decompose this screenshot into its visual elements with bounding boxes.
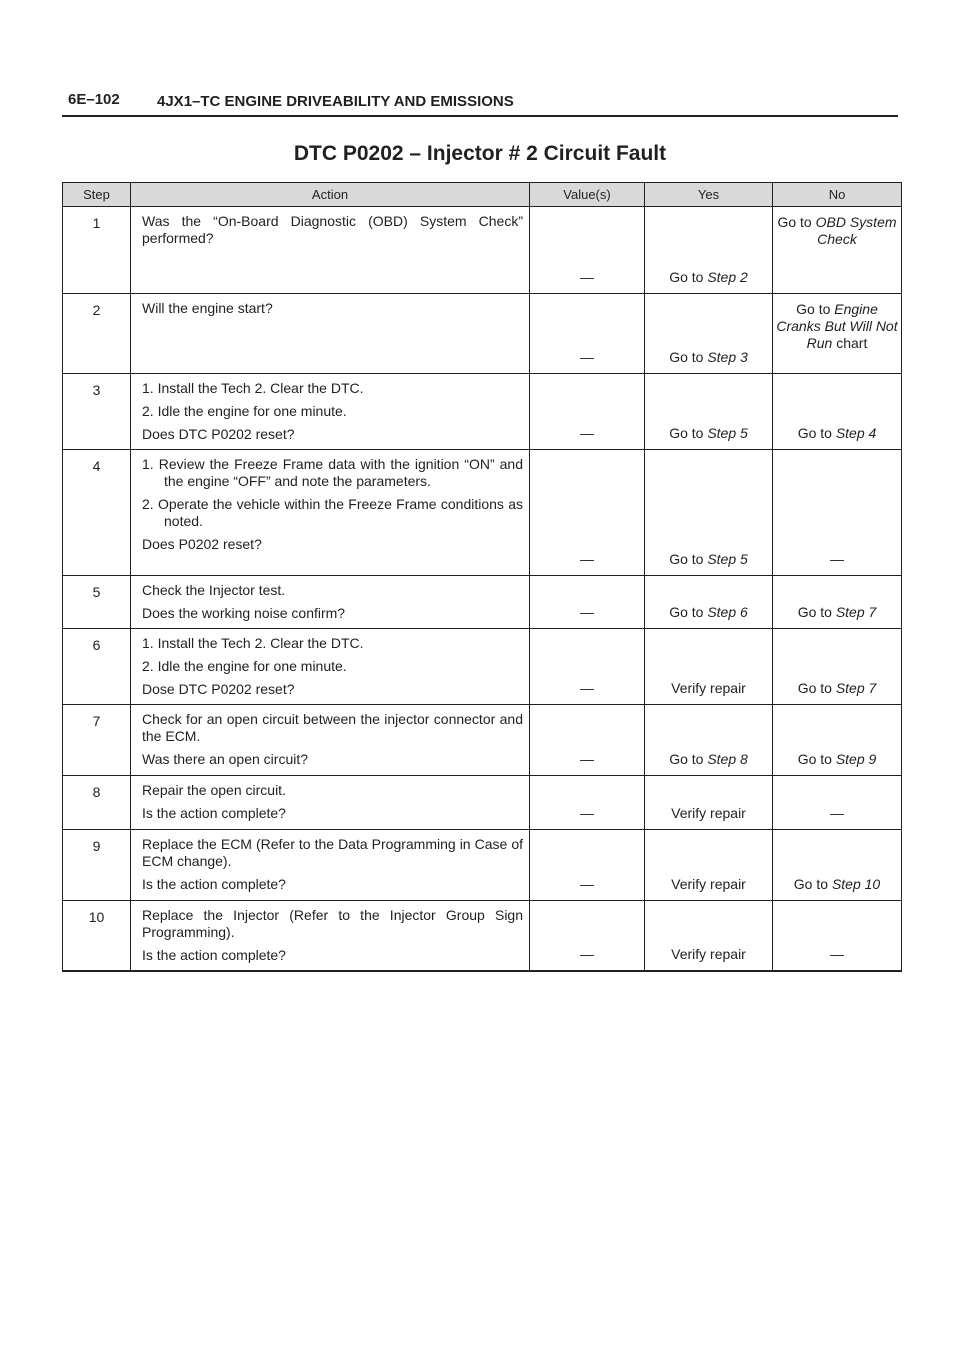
- action-text: 2. Idle the engine for one minute.: [142, 658, 347, 674]
- value-cell: —: [530, 705, 645, 776]
- yes-prefix: Go to: [669, 349, 704, 365]
- action-question: Does DTC P0202 reset?: [142, 426, 295, 442]
- action-question: Is the action complete?: [142, 876, 286, 892]
- action-cell: [131, 705, 530, 776]
- no-prefix: Go to: [796, 301, 831, 317]
- step-number: 5: [63, 576, 131, 629]
- yes-link[interactable]: Step 5: [707, 551, 748, 567]
- no-cell: [773, 629, 902, 705]
- yes-cell: [645, 576, 773, 629]
- yes-prefix: Go to: [669, 751, 704, 767]
- no-link[interactable]: Step 10: [831, 876, 881, 892]
- yes-prefix: Go to: [669, 269, 704, 285]
- yes-link[interactable]: Step 3: [707, 349, 748, 365]
- action-cell: [131, 629, 530, 705]
- no-link[interactable]: Step 7: [835, 604, 877, 620]
- no-cell: [773, 207, 902, 294]
- yes-link[interactable]: Step 2: [707, 269, 748, 285]
- table-row: [63, 207, 902, 294]
- step-number: 1: [63, 207, 131, 294]
- diagnostic-table: [62, 182, 902, 972]
- no-link[interactable]: OBD System Check: [815, 214, 897, 247]
- value-cell: —: [530, 830, 645, 901]
- no-link[interactable]: Step 9: [835, 751, 877, 767]
- no-cell: —: [773, 901, 902, 972]
- action-cell: [131, 374, 530, 450]
- action-text: 1. Install the Tech 2. Clear the DTC.: [142, 380, 364, 396]
- no-cell: —: [773, 450, 902, 576]
- yes-prefix: Go to: [669, 604, 704, 620]
- action-cell: [131, 776, 530, 830]
- action-cell: [131, 450, 530, 576]
- step-number: 7: [63, 705, 131, 776]
- action-question: Does P0202 reset?: [142, 536, 262, 552]
- action-text: 1. Install the Tech 2. Clear the DTC.: [142, 635, 364, 651]
- column-header-yes: Yes: [645, 183, 773, 207]
- action-cell: [131, 901, 530, 972]
- value-cell: —: [530, 901, 645, 972]
- table-row: [63, 576, 902, 629]
- value-cell: —: [530, 776, 645, 830]
- yes-cell: [645, 294, 773, 374]
- document-title: DTC P0202 – Injector # 2 Circuit Fault: [293, 142, 667, 165]
- column-header-action: Action: [131, 183, 530, 207]
- action-text: Was the “On-Board Diagnostic (OBD) System Check” performed?: [142, 213, 523, 246]
- no-link[interactable]: Step 7: [835, 680, 877, 696]
- yes-prefix: Go to: [669, 425, 704, 441]
- step-number: 10: [63, 901, 131, 972]
- table-row: [63, 705, 902, 776]
- value-cell: —: [530, 629, 645, 705]
- action-text: Replace the ECM (Refer to the Data Programming in Case of ECM change).: [142, 836, 523, 869]
- action-text: 2. Idle the engine for one minute.: [142, 403, 347, 419]
- no-prefix: Go to: [797, 680, 832, 696]
- action-question: Does the working noise confirm?: [142, 605, 346, 621]
- action-text: Will the engine start?: [142, 300, 273, 316]
- no-link[interactable]: Step 4: [835, 425, 877, 441]
- action-question: Was there an open circuit?: [142, 751, 309, 767]
- column-header-step: Step: [63, 183, 131, 207]
- value-cell: —: [530, 374, 645, 450]
- table-row: [63, 901, 902, 972]
- action-cell: [131, 207, 530, 294]
- no-prefix: Go to: [797, 425, 832, 441]
- action-question: Dose DTC P0202 reset?: [142, 681, 295, 697]
- table-row: [63, 776, 902, 830]
- action-cell: [131, 576, 530, 629]
- yes-link[interactable]: Step 6: [707, 604, 748, 620]
- action-text: 1. Review the Freeze Frame data with the ignition “ON” and the engine “OFF” and note the parameters.: [142, 456, 523, 489]
- yes-link[interactable]: Step 8: [707, 751, 748, 767]
- yes-prefix: Go to: [669, 551, 704, 567]
- table-row: [63, 450, 902, 576]
- no-cell: [773, 830, 902, 901]
- action-cell: [131, 294, 530, 374]
- no-prefix: Go to: [793, 876, 829, 892]
- yes-cell: [645, 207, 773, 294]
- value-cell: —: [530, 207, 645, 294]
- no-cell: —: [773, 776, 902, 830]
- yes-cell: Verify repair: [645, 629, 773, 705]
- action-text: 2. Operate the vehicle within the Freeze Frame conditions as noted.: [142, 496, 523, 529]
- value-cell: —: [530, 450, 645, 576]
- table-row: [63, 830, 902, 901]
- section-title: 4JX1–TC ENGINE DRIVEABILITY AND EMISSIONS: [157, 93, 514, 110]
- no-prefix: Go to: [777, 214, 812, 230]
- action-text: Replace the Injector (Refer to the Injector Group Sign Programming).: [142, 907, 523, 940]
- yes-cell: Verify repair: [645, 830, 773, 901]
- step-number: 2: [63, 294, 131, 374]
- action-text: Check the Injector test.: [142, 582, 286, 598]
- no-cell: [773, 576, 902, 629]
- action-text: Check for an open circuit between the injector connector and the ECM.: [142, 711, 523, 744]
- yes-link[interactable]: Step 5: [707, 425, 748, 441]
- header-rule: [62, 115, 898, 117]
- action-question: Is the action complete?: [142, 947, 286, 963]
- action-text: Repair the open circuit.: [142, 782, 286, 798]
- action-question: Is the action complete?: [142, 805, 286, 821]
- value-cell: —: [530, 294, 645, 374]
- no-cell: [773, 705, 902, 776]
- step-number: 4: [63, 450, 131, 576]
- yes-cell: [645, 705, 773, 776]
- table-row: [63, 629, 902, 705]
- step-number: 6: [63, 629, 131, 705]
- no-suffix: chart: [836, 335, 868, 351]
- column-header-values: Value(s): [530, 183, 645, 207]
- table-row: [63, 294, 902, 374]
- yes-cell: Verify repair: [645, 901, 773, 972]
- step-number: 9: [63, 830, 131, 901]
- yes-cell: [645, 374, 773, 450]
- no-cell: [773, 294, 902, 374]
- action-cell: [131, 830, 530, 901]
- step-number: 8: [63, 776, 131, 830]
- yes-cell: [645, 450, 773, 576]
- no-link[interactable]: Engine Cranks But Will Not Run: [776, 301, 898, 351]
- table-row: [63, 374, 902, 450]
- no-prefix: Go to: [797, 604, 832, 620]
- column-header-no: No: [773, 183, 902, 207]
- step-number: 3: [63, 374, 131, 450]
- no-prefix: Go to: [797, 751, 832, 767]
- yes-cell: Verify repair: [645, 776, 773, 830]
- value-cell: —: [530, 576, 645, 629]
- table-header-row: [63, 183, 902, 207]
- page-number: 6E–102: [68, 91, 120, 108]
- no-cell: [773, 374, 902, 450]
